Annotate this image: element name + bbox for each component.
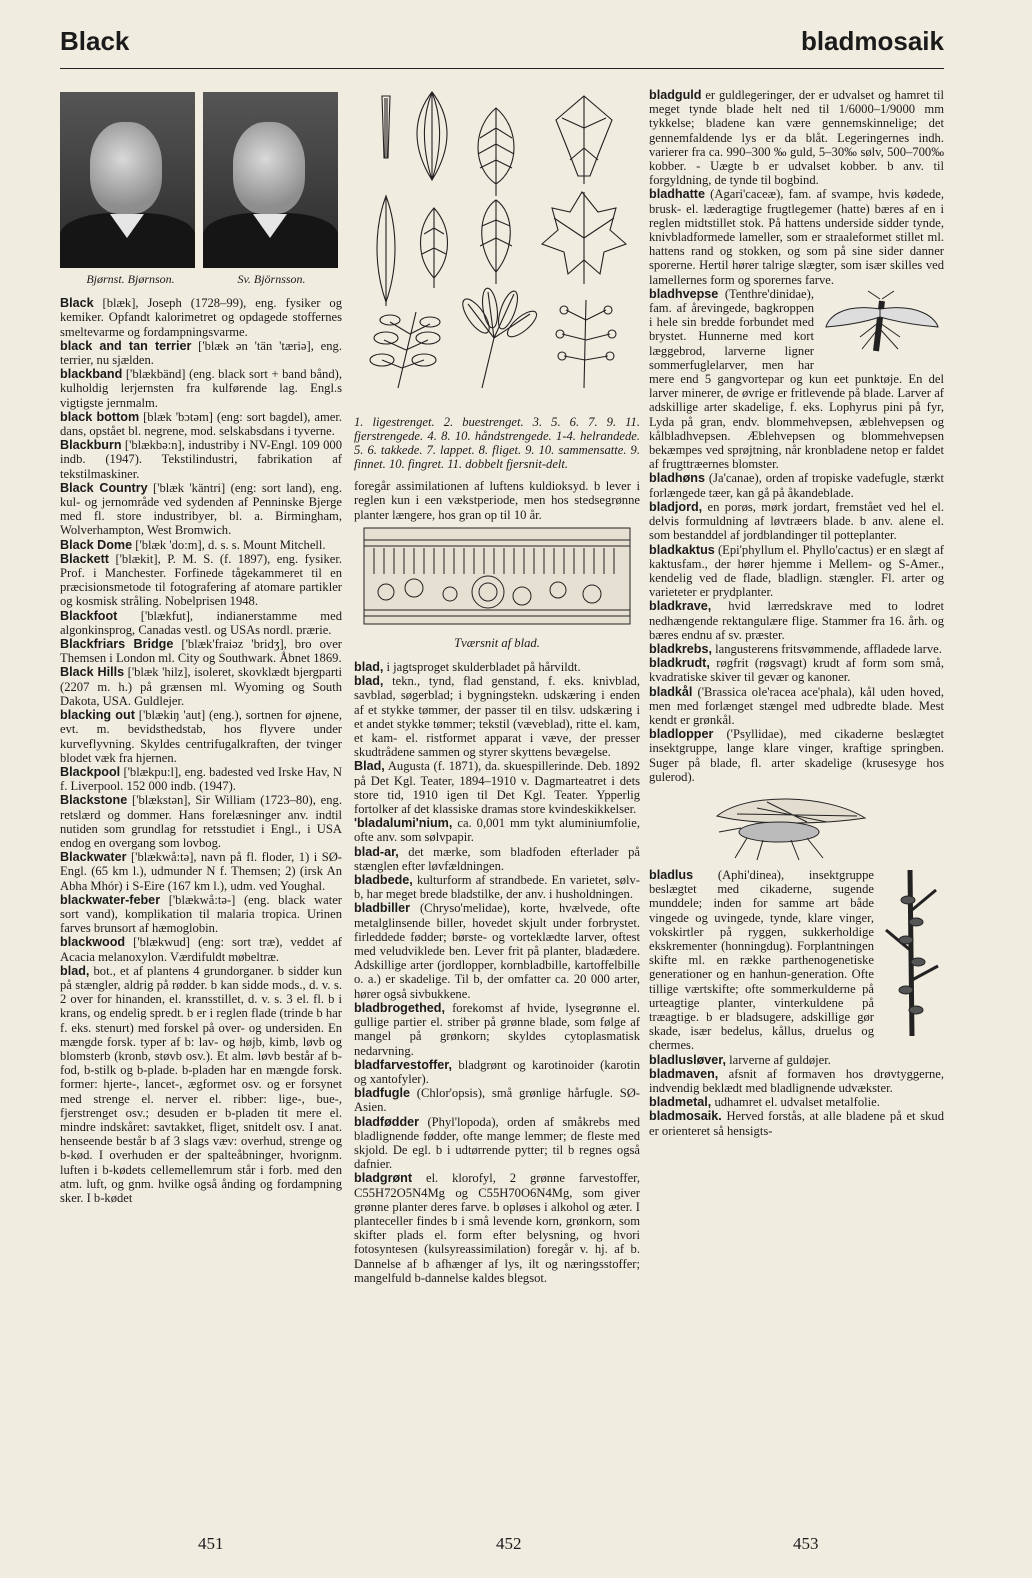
entry-headword: bladbiller (354, 901, 410, 916)
dictionary-entry (60, 438, 342, 481)
guide-word-left: Black (60, 26, 130, 56)
dictionary-entry (60, 850, 342, 893)
entry-text: el. klorofyl, 2 grønne farvestoffer, C55H72O5N4Mg og C55H70O6N4Mg, som giver grønne planter deres farve. b opløses i alkohol og æter. I planteceller findes b i små levende korn, grønkorn, som skifter plads el. form efter belysning, og hvori fotosyntesen (kulsyreassimilation) foregår v. hj. af b. Dannelse af b afhænger af lys, ilt og næringsstoffer; mangelfuld b-dannelse kaldes blegsot. (354, 1171, 640, 1285)
dictionary-entry (649, 656, 944, 684)
aphid-on-stem-illustration (880, 870, 944, 1036)
portrait-bjornson (60, 92, 195, 268)
dictionary-entry (649, 642, 944, 656)
entries-col3 (649, 88, 944, 1138)
dictionary-entry (354, 845, 640, 873)
entry-text: tekn., tynd, flad genstand, f. eks. knivblad, savblad, søgerblad; i bygningstekn. udskæring i enden af et stykke tømmer, der passer til en tilsv. udskæring i et andet stykke tømmer; tekstil (væveblad), ritte el. kam, et kam- el. ristformet apparat i væve, der presser skudtrådene sammen og styrer skyttens bevægelse. (354, 674, 640, 760)
entry-headword: bladlopper (649, 727, 714, 742)
entry-headword: bladlus (649, 867, 694, 882)
dictionary-entry (354, 1001, 640, 1058)
entries-col2 (354, 660, 640, 1285)
entry-headword: bladhøns (649, 471, 705, 486)
entry-text: larverne af guldøjer. (726, 1052, 831, 1067)
entry-headword: blad-ar, (354, 844, 399, 859)
portrait-caption-1: Bjørnst. Bjørnson. (86, 272, 175, 286)
entry-text: det mærke, som bladfoden efterlader på stænglen efter løvfældningen. (354, 844, 640, 873)
entry-headword: Black Hills (60, 665, 125, 680)
entry-headword: Blackstone (60, 793, 128, 808)
entry-text: [blæk 'bɔtəm] (eng: sort bagdel), amer. dans, opstået bl. negrene, mod. selskabsdans i tyverne. (60, 409, 342, 439)
entry-text: (Epi'phyllum el. Phyllo'cactus) er en slægt af kaktusfam., der hører hjemme i Mellem- og S-Amer., kendelig ved de flade, bladlign. stængler. Fl. arter og varieteter er prydplanter. (649, 542, 944, 600)
dictionary-entry (649, 187, 944, 286)
entry-headword: bladlusløver, (649, 1052, 726, 1067)
entry-text: ['blækit], P. M. S. (f. 1897), eng. fysiker. Prof. i Manchester. Forfinede tågekammeret til en præcisionsmetode til fotografering af atomare partikler og kosmisk stråling. Nobelprisen 1948. (60, 551, 342, 609)
leaf-types-caption: 1. ligestrenget. 2. buestrenget. 3. 5. 6. 7. 9. 11. fjerstrengede. 4. 8. 10. håndstrengede. 1-4. helrandede. 5. 6. takkede. 7. lappet. 8. fliget. 9. 10. sammensatte. 9. finnet. 10. fingret. 11. dobbelt fjersnit-delt. (354, 415, 640, 472)
entry-headword: black bottom (60, 409, 140, 424)
column-1 (60, 92, 342, 1205)
dictionary-entry (60, 665, 342, 708)
entry-text: bladgrønt og karotinoider (karotin og xantofyler). (354, 1057, 640, 1086)
entry-text: ['blækstən], Sir William (1723–80), eng. retslærd og dommer. Hans forelæsninger anv. indtil nutiden som grundlag for retsstudiet i Engl., i USA endog en overgang som lovbog. (60, 793, 342, 850)
dictionary-entry (649, 868, 944, 1053)
dictionary-entry (649, 287, 944, 472)
column-2 (354, 88, 640, 1285)
entry-text: ['blækwud] (eng: sort træ), veddet af Acacia melanoxylon. Værdifuldt møbeltræ. (60, 935, 342, 964)
entry-headword: bladbrogethed, (354, 1000, 445, 1015)
dictionary-entry (60, 339, 342, 367)
entry-text: afsnit af formaven hos drøvtyggerne, indvendig beklædt med bladlignende udvækster. (649, 1066, 944, 1095)
dictionary-entry (60, 935, 342, 963)
entry-headword: Blackfriars Bridge (60, 637, 174, 652)
entry-text: Augusta (f. 1871), da. skuespillerinde. Deb. 1892 på Det Kgl. Teater, 1894–1910 v. Dagmarteatret i dets store tid, 1910 igen til Det Kgl. Teater. Ypperlig fortolker af det klassiske dramas store kvindeskikkelser. (354, 759, 640, 817)
dictionary-entry (60, 367, 342, 410)
entry-text: ['blækwå:tə-] (eng. black water sort vand), komplikation til malaria tropica. Urinen farves brunsort af hæmoglobin. (60, 892, 342, 936)
portrait-photos (60, 92, 342, 268)
sawfly-illustration (820, 289, 944, 363)
entry-text: bot., et af plantens 4 grundorganer. b sidder kun på stængler, aldrig på rødder. b kan sidde mods., d. v. s. 2 over for hinanden, el. kransstillet, d. v. s. 3 el. fl. b i krans, og endelig spredt. b er i reglen flade (trinde b har f. eks. stenurt) med forskel på over- og undersiden. En mængde forsk. typer af b: lav- og højb, kimb, løvb og blomsterb (kronb, støvb osv.). Et alm. løvb består af b-fod, b-stilk og b-plade. b-pladen har en mængde forsk. former: hjerte-, lancet-, ægformet osv. og er forsynet med strenge el. nerver el. ribber: lige-, bue-, fjerstrenget osv.; desuden er b-pladen tit mere el. mindre indskåret: savtakket, fliget, snitdelt osv. I anat. henseende består b af 3 slags væv: overhud, strenge og b-kød. I overhuden er der spalteåbninger, hvorignm. luften i b-kødets cellemellemrum står i forb. med den atm. luft, og gnm. hvilke også ånding og fordampning sker. I b-kødet (60, 963, 342, 1205)
dictionary-entry (60, 410, 342, 438)
entry-text: en porøs, mørk jordart, fremstået ved hel el. delvis formuldning af løvtræers blade. b anv. alene el. som bestanddel af jordblandinger til potteplanter. (649, 499, 944, 543)
dictionary-entry (60, 793, 342, 850)
entry-headword: Black (60, 296, 94, 311)
entry-headword: blackband (60, 367, 123, 382)
dictionary-entry (649, 685, 944, 728)
dictionary-entry (649, 1109, 944, 1137)
entry-text: kulturform af strandbede. En varietet, sølv-b, har meget brede bladstilke, der anv. i husholdningen. (354, 873, 640, 902)
entry-headword: Blackwater (60, 850, 127, 865)
entry-headword: bladmaven, (649, 1066, 719, 1081)
dictionary-entry (60, 637, 342, 665)
entries-col1 (60, 296, 342, 1205)
entry-headword: black and tan terrier (60, 338, 192, 353)
entry-headword: bladgrønt (354, 1171, 413, 1186)
dictionary-entry (60, 538, 342, 552)
entry-headword: Blad, (354, 759, 385, 774)
entry-text: røgfrit (røgsvagt) krudt af form som små, kvadratiske skiver til gevær og kanoner. (649, 656, 944, 685)
dictionary-entry (60, 609, 342, 637)
entry-headword: bladguld (649, 88, 702, 102)
entry-headword: Blackfoot (60, 608, 118, 623)
entry-headword: bladbede, (354, 873, 413, 888)
dictionary-entry (354, 873, 640, 901)
entry-headword: bladkaktus (649, 542, 715, 557)
entry-headword: Blackett (60, 551, 109, 566)
dictionary-entry (354, 1058, 640, 1086)
dictionary-entry (649, 1067, 944, 1095)
page-number-453: 453 (793, 1534, 819, 1553)
entry-headword: blad, (354, 674, 384, 689)
entry-headword: bladkrudt, (649, 656, 710, 671)
entry-headword: bladjord, (649, 499, 703, 514)
entry-headword: bladfarvestoffer, (354, 1057, 452, 1072)
dictionary-entry (354, 1171, 640, 1285)
entry-text: (Chryso'melidae), korte, hvælvede, ofte metalglinsende biller, hovedet skjult under forbrystet. firleddede fødder; børste- og vorteklædte larver, oftest med veludviklede ben. Lever frit på planter, bladædere. Adskillige arter (jordlopper, kornbladbille, kartoffelbille o. a.) er skadelige. Til b, der omfatter ca. 20 000 arter, hører også sivbukkene. (354, 901, 640, 1001)
page-header (60, 26, 944, 66)
dictionary-entry (649, 599, 944, 642)
dictionary-entry (354, 660, 640, 674)
entry-headword: bladkrebs, (649, 641, 712, 656)
entry-text: er guldlegeringer, der er udvalset og hamret til meget tynde blade helt ned til 1/6000–1/9000 mm tykkelse; bladene kan være gennemskinnelige; det gennemfaldende lys er da blåt. Legeringernes indh. varierer fra ca. 990–300 ‰ guld, 5–30‰ sølv, 500–700‰ kobber. - Uægte b er udvalset kobber. b anv. til forgyldning, de tynde til bogbind. (649, 88, 944, 188)
dictionary-entry (649, 88, 944, 187)
entry-headword: bladmetal, (649, 1095, 712, 1110)
entry-headword: blacking out (60, 708, 135, 723)
entry-text: ['blæk 'do:m], d. s. s. Mount Mitchell. (132, 537, 326, 552)
entry-text: ['blækbänd] (eng. black sort + band bånd), kulholdig lerjernsten fra kulførende lag. Engl.s vigtigste jernmalm. (60, 367, 342, 410)
entry-headword: Blackburn (60, 438, 122, 453)
entry-text: forekomst af hvide, lysegrønne el. gullige partier el. striber på grønne blade, som følge af mangel på grønkorn; skyldes cytoplasmatisk nedarvning. (354, 1000, 640, 1058)
leaf-types-illustration (354, 88, 640, 408)
entry-text: ['blækfut], indianerstamme med algonkinsprog, Canadas vestl. og USAs nordl. prærie. (60, 608, 342, 637)
entry-text: ('Brassica ole'racea ace'phala), kål uden hoved, men med forlænget stængel med udbredte blade. Mest kendt er grønkål. (649, 684, 944, 727)
dictionary-entry (60, 964, 342, 1205)
entry-text: ['blæk'fraiəz 'bridʒ], bro over Themsen i London ml. City og Southwark. Åbnet 1869. (60, 637, 342, 666)
entry-headword: blad, (354, 660, 384, 675)
entry-text: ['blækiŋ 'aut] (eng.), sortnen for øjnene, evt. m. bevidsthedstab, hos flyvere under kurveflyvning. Skyldes centrifugalkraften, der tvinger blodet væk fra hjernen. (60, 708, 342, 765)
entry-text: (Tenthre'dinidae), fam. af årevingede, bagkroppen i hele sin bredde forbundet med brystet. Hunnerne med kort læggebrod, larverne ligner sommerfuglelarver, men har mere end 5 gangvortepar og kun eet punktøje. En del larver minerer, de øvrige er fritlevende på blade. Larver af adskillige arter skadelige, f. eks. Lophyrus pini på fyr, Lyda på gran, endv. blommehvepsen, æblehvepsen og kålbladhvepsen. Æblehvepsen og blommehvepsen bekæmpes ved sprøjtning, når kronbladene netop er faldet af frugttræernes blomster. (649, 286, 944, 472)
entry-headword: blackwood (60, 935, 126, 950)
entry-headword: blad, (60, 963, 90, 978)
header-rule (60, 68, 944, 69)
dictionary-entry (354, 674, 640, 759)
entry-text: ('Psyllidae), med cikaderne beslægtet insektgruppe, lange klare vinger, kraftige springben. Suger på blade, fl. arter skadelige (krusesyge hos gulerod). (649, 727, 944, 784)
entry-text: Herved forstås, at alle bladene på et skud er orienteret så hensigts- (649, 1109, 944, 1138)
portrait-bjornsson (203, 92, 338, 268)
dictionary-entry (60, 481, 342, 538)
entry-text: ['blæk ən 'tän 'tæriə], eng. terrier, nu sjælden. (60, 338, 342, 368)
entry-headword: bladhatte (649, 187, 705, 202)
entry-text: (Ja'canae), orden af tropiske vadefugle, stærkt forlængede tæer, kan gå på åkandeblade. (649, 471, 944, 500)
cross-section-caption: Tværsnit af blad. (454, 635, 540, 650)
entry-text: ['blæk 'käntri] (eng: sort land), eng. kul- og jernområde ved sydenden af Penninske Bjerge med fl. store industribyer, bl. a. Birmingham, Wolverhampton, West Bromwich. (60, 480, 342, 538)
entry-headword: bladfugle (354, 1086, 410, 1101)
dictionary-entry (649, 543, 944, 600)
dictionary-entry (649, 471, 944, 499)
dictionary-entry (649, 500, 944, 543)
entry-headword: bladkrave, (649, 599, 712, 614)
entry-text: hvid lærredskrave med to lodret nedhængende rektangulære flige. Stammer fra 16. årh. og bæres endnu af sv. præster. (649, 599, 944, 642)
page-number-451: 451 (198, 1534, 224, 1553)
entry-text: udhamret el. udvalset metalfolie. (711, 1095, 880, 1110)
entry-text: (Phyl'lopoda), orden af småkrebs med bladlignende fødder, ofte mange lemmer; de fleste med skjold. De egl. b i udtørrende pytter; til b regnes også dafnier. (354, 1114, 640, 1172)
entry-text: ['blækwå:tə], navn på fl. floder, 1) i SØ-Engl. (65 km l.), udmunder N f. Themsen; 2) (irsk An Abha Mhór) i S-Eire (167 km l.), udm. ved Youghal. (60, 850, 342, 893)
dictionary-entry (60, 296, 342, 339)
entry-headword: 'bladalumi'nium, (354, 816, 453, 831)
entry-text: i jagtsproget skulderbladet på hårvildt. (383, 660, 581, 675)
entry-headword: Black Country (60, 480, 148, 495)
blad-continuation: foregår assimilationen af luftens kuldioksyd. b lever i reglen kun i een vækstperiode, men hos stedsegrønne planter længere, hos gran op til 10 år. (354, 479, 640, 522)
entry-text: (Aphi'dinea), insektgruppe beslægtet med cikaderne, sugende munddele; inden for samme art både vingede og uvingede, tynde, klare vinger, vokskirtler på ryggen, sukkerholdige ekskrementer (honningdug). Forplantningen skifte ml. en række parthenogenetiske generationer og en hanhun-generation. Ofte tillige værtskifte; ofte sommerkulderne på urteagtige planter, vinterkuldene på træagtige. b er bladsugere, adskillige gør skade, især bedelus, kållus, druelus og chermes. (649, 867, 874, 1053)
dictionary-entry (649, 1095, 944, 1109)
entry-text: [blæk], Joseph (1728–99), eng. fysiker og kemiker. Opfandt kalorimetret og opdagede stoffernes smeltevarme og fordampningsvarme. (60, 296, 342, 339)
entry-text: ['blækpu:l], eng. badested ved Irske Hav, N f. Liverpool. 152 000 indb. (1947). (60, 764, 342, 794)
dictionary-entry (60, 893, 342, 936)
column-3 (649, 88, 944, 1138)
entry-text: ['blækbə:n], industriby i NV-Engl. 109 000 indb. (1947). Tekstilindustri, fabrikation af tekstilmaskiner. (60, 438, 342, 481)
entry-headword: Blackpool (60, 764, 121, 779)
psyllid-illustration (707, 788, 877, 864)
dictionary-entry (60, 765, 342, 793)
dictionary-entry (60, 708, 342, 765)
page-number-452: 452 (496, 1534, 522, 1553)
entry-text: ca. 0,001 mm tykt aluminiumfolie, ofte anv. som sølvpapir. (354, 816, 640, 845)
dictionary-entry (354, 1086, 640, 1114)
entry-headword: bladkål (649, 684, 693, 699)
guide-word-right: bladmosaik (800, 26, 944, 56)
portrait-captions (60, 272, 342, 286)
dictionary-entry (354, 759, 640, 816)
entry-text: (Chlor'opsis), små grønlige hårfugle. SØ-Asien. (354, 1086, 640, 1115)
entry-headword: Black Dome (60, 537, 133, 552)
entry-text: ['blæk 'hilz], isoleret, skovklædt bjergparti (2207 m. h.) på grænsen ml. Wyoming og South Dakota, USA. Guldlejer. (60, 665, 343, 708)
dictionary-entry (354, 1115, 640, 1172)
entry-headword: bladmosaik. (649, 1109, 722, 1124)
portrait-caption-2: Sv. Björnsson. (237, 272, 306, 286)
dictionary-entry (649, 727, 944, 864)
dictionary-entry (60, 552, 342, 609)
leaf-cross-section-figure (354, 522, 640, 632)
entry-headword: blackwater-feber (60, 892, 161, 907)
dictionary-entry (649, 1053, 944, 1067)
dictionary-entry (354, 901, 640, 1000)
dictionary-entry (354, 816, 640, 844)
entry-text: (Agari'caceæ), fam. af svampe, hvis kødede, brusk- el. læderagtige frugtlegemer (hatte) bæres af en i reglen midtstillet stok. På hattens underside sidder tynde, knivbladformede lameller, som er straaleformet stillet ml. hattens rand og stokken, og som på sine sider danner sporerne. Hertil hører talrige slægter, som især skilles ved lamellernes form og sporernes farve. (649, 187, 944, 287)
entry-headword: bladfødder (354, 1114, 420, 1129)
entry-text: langusterens fritsvømmende, affladede larve. (712, 641, 942, 656)
entry-headword: bladhvepse (649, 286, 719, 301)
